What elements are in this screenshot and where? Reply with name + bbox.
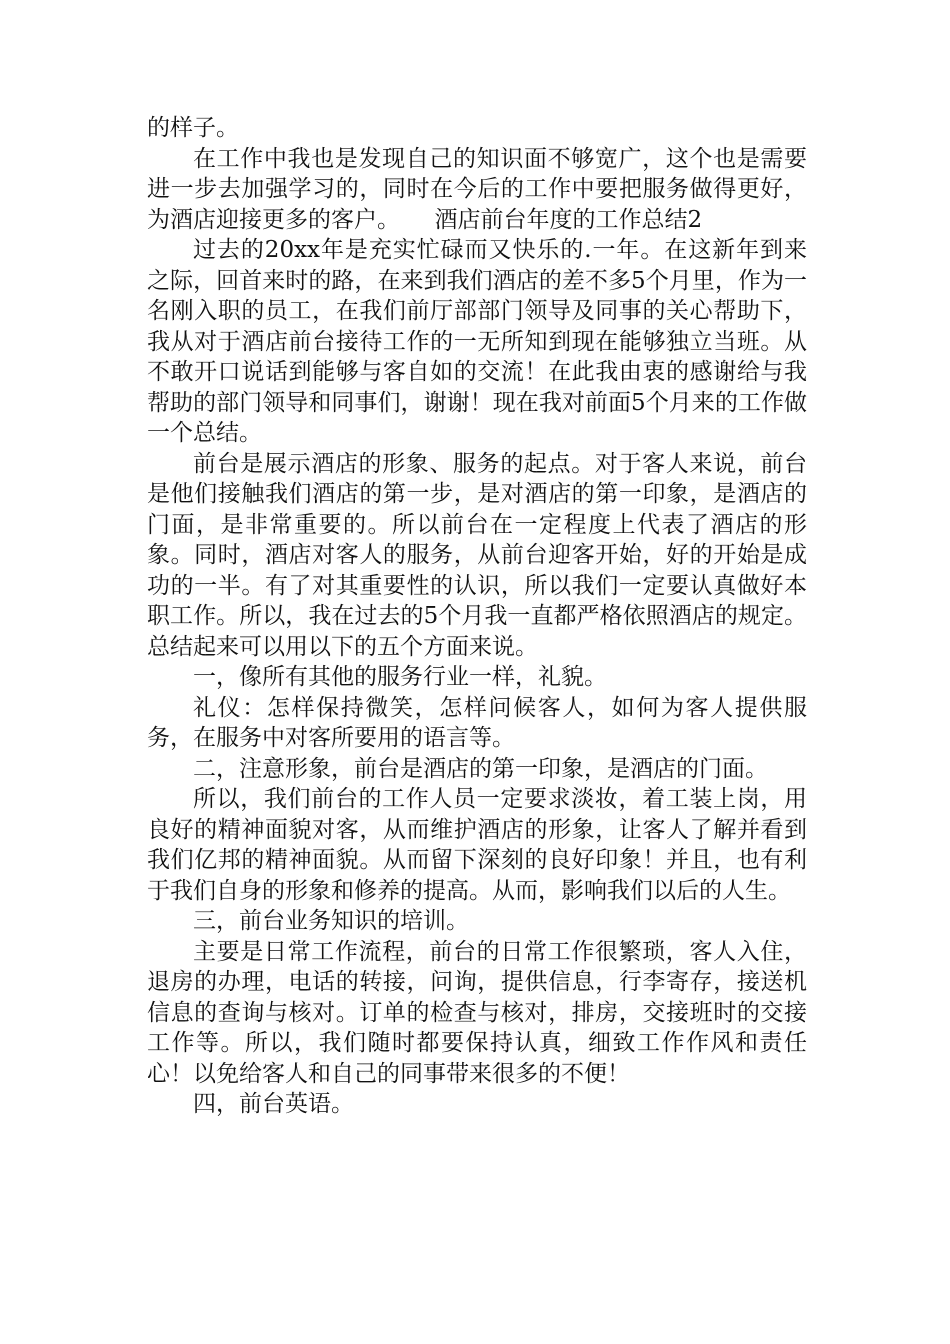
paragraph: 主要是日常工作流程，前台的日常工作很繁琐，客人入住，退房的办理，电话的转接，问询，提供信息，行李寄存，接送机信息的查询与核对。订单的检查与核对，排房，交接班时的交接工作等。所以，我们随时都要保持认真，细致工作作风和责任心！以免给客人和自己的同事带来很多的不便！ <box>147 938 807 1087</box>
paragraph: 礼仪：怎样保持微笑，怎样问候客人，如何为客人提供服务，在服务中对客所要用的语言等。 <box>147 694 807 751</box>
paragraph: 在工作中我也是发现自己的知识面不够宽广，这个也是需要进一步去加强学习的，同时在今后的工作中要把服务做得更好，为酒店迎接更多的客户。 酒店前台年度的工作总结2 <box>147 145 807 233</box>
section-heading: 三，前台业务知识的培训。 <box>193 908 469 934</box>
paragraph: 过去的20xx年是充实忙碌而又快乐的.一年。在这新年到来之际，回首来时的路，在来到我们酒店的差不多5个月里，作为一名刚入职的员工，在我们前厅部部门领导及同事的关心帮助下，我从对于酒店前台接待工作的一无所知到现在能够独立当班。从不敢开口说话到能够与客自如的交流！在此我由衷的感谢给与我帮助的部门领导和同事们，谢谢！现在我对前面5个月来的工作做一个总结。 <box>147 237 807 446</box>
section-heading: 二，注意形象，前台是酒店的第一印象，是酒店的门面。 <box>193 755 768 782</box>
paragraph: 所以，我们前台的工作人员一定要求淡妆，着工装上岗，用良好的精神面貌对客，从而维护酒店的形象，让客人了解并看到我们亿邦的精神面貌。从而留下深刻的良好印象！并且，也有利于我们自身的形象和修养的提高。从而，影响我们以后的人生。 <box>147 786 807 904</box>
document-page <box>147 113 807 1120</box>
section-heading: 四，前台英语。 <box>193 1091 354 1117</box>
paragraph: 前台是展示酒店的形象、服务的起点。对于客人来说，前台是他们接触我们酒店的第一步，是对酒店的第一印象，是酒店的门面，是非常重要的。所以前台在一定程度上代表了酒店的形象。同时，酒店对客人的服务，从前台迎客开始，好的开始是成功的一半。有了对其重要性的认识，所以我们一定要认真做好本职工作。所以，我在过去的5个月我一直都严格依照酒店的规定。总结起来可以用以下的五个方面来说。 <box>147 450 807 660</box>
section-heading: 一，像所有其他的服务行业一样，礼貌。 <box>193 664 607 690</box>
paragraph: 的样子。 <box>147 115 239 141</box>
